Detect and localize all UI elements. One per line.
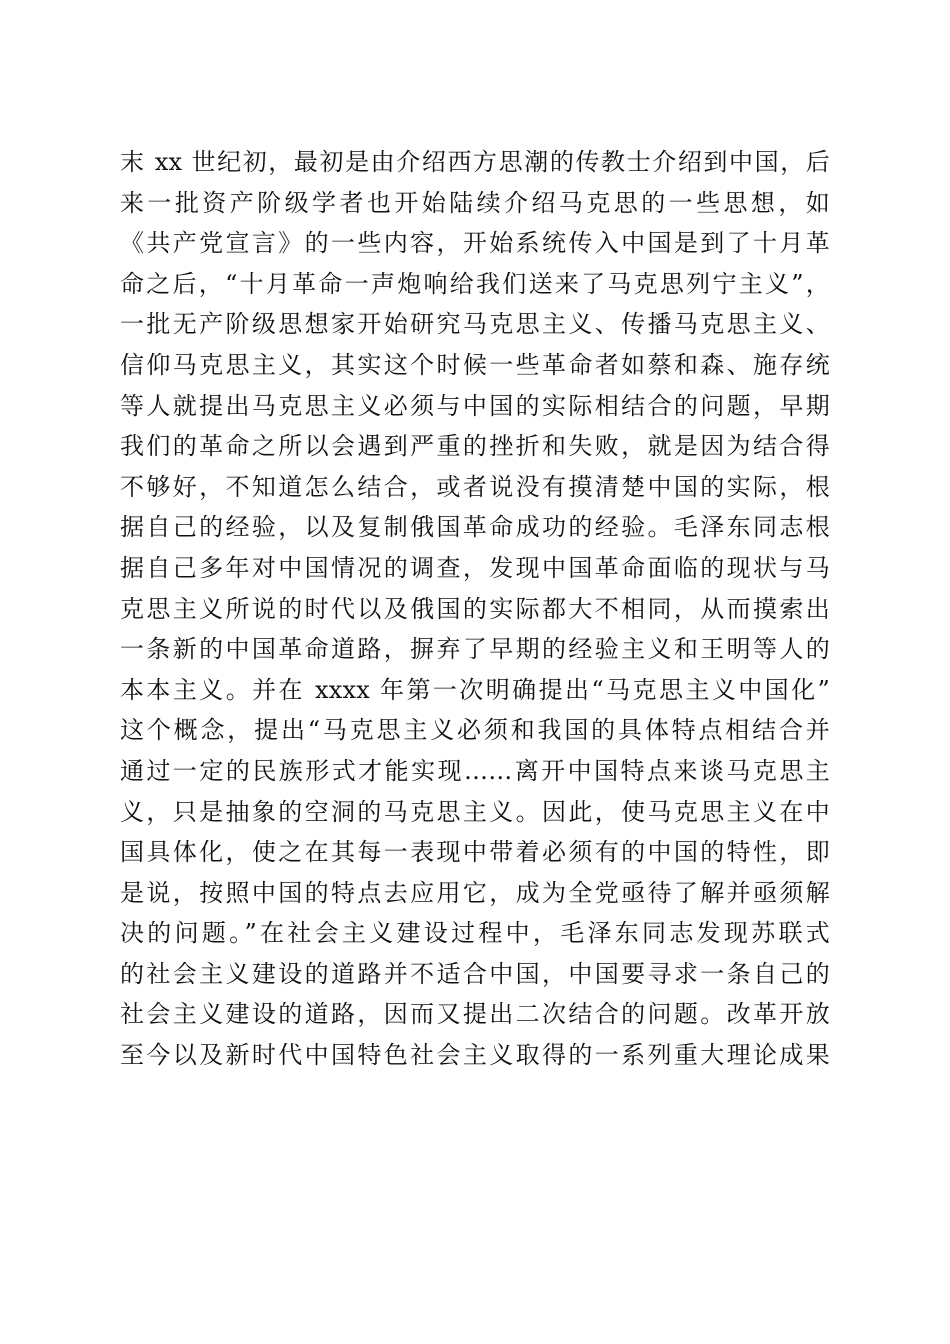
- text-line: 命之后，“十月革命一声炮响给我们送来了马克思列宁主义”，: [120, 269, 830, 298]
- text-line: 一条新的中国革命道路，摒弃了早期的经验主义和王明等人的: [120, 635, 830, 664]
- text-line: 这个概念，提出“马克思主义必须和我国的具体特点相结合并: [120, 716, 830, 745]
- body-paragraph: [120, 142, 830, 1076]
- text-line: 来一批资产阶级学者也开始陆续介绍马克思的一些思想，如: [120, 188, 830, 217]
- text-line: 的社会主义建设的道路并不适合中国，中国要寻求一条自己的: [120, 959, 830, 988]
- text-line: 国具体化，使之在其每一表现中带着必须有的中国的特性，即: [120, 838, 830, 867]
- text-line: 是说，按照中国的特点去应用它，成为全党亟待了解并亟须解: [120, 878, 830, 907]
- text-line: 不够好，不知道怎么结合，或者说没有摸清楚中国的实际，根: [120, 472, 830, 501]
- text-line: 《共产党宣言》的一些内容，开始系统传入中国是到了十月革: [120, 229, 830, 258]
- text-line: 等人就提出马克思主义必须与中国的实际相结合的问题，早期: [120, 391, 830, 420]
- text-line: 义，只是抽象的空洞的马克思主义。因此，使马克思主义在中: [120, 797, 830, 826]
- text-line: 据自己多年对中国情况的调查，发现中国革命面临的现状与马: [120, 553, 830, 582]
- text-line: 通过一定的民族形式才能实现……离开中国特点来谈马克思主: [120, 756, 830, 785]
- text-line: 社会主义建设的道路，因而又提出二次结合的问题。改革开放: [120, 1000, 830, 1029]
- text-line: 末 xx 世纪初，最初是由介绍西方思潮的传教士介绍到中国，后: [120, 148, 830, 176]
- text-line: 本本主义。并在 xxxx 年第一次明确提出“马克思主义中国化”: [120, 675, 830, 704]
- text-line: 一批无产阶级思想家开始研究马克思主义、传播马克思主义、: [120, 310, 830, 339]
- text-line: 据自己的经验，以及复制俄国革命成功的经验。毛泽东同志根: [120, 513, 830, 542]
- text-line: 克思主义所说的时代以及俄国的实际都大不相同，从而摸索出: [120, 594, 830, 623]
- text-line: 决的问题。”在社会主义建设过程中，毛泽东同志发现苏联式: [120, 919, 830, 948]
- text-line: 信仰马克思主义，其实这个时候一些革命者如蔡和森、施存统: [120, 350, 830, 379]
- text-line: 我们的革命之所以会遇到严重的挫折和失败，就是因为结合得: [120, 432, 830, 461]
- text-line: 至今以及新时代中国特色社会主义取得的一系列重大理论成果: [120, 1041, 830, 1070]
